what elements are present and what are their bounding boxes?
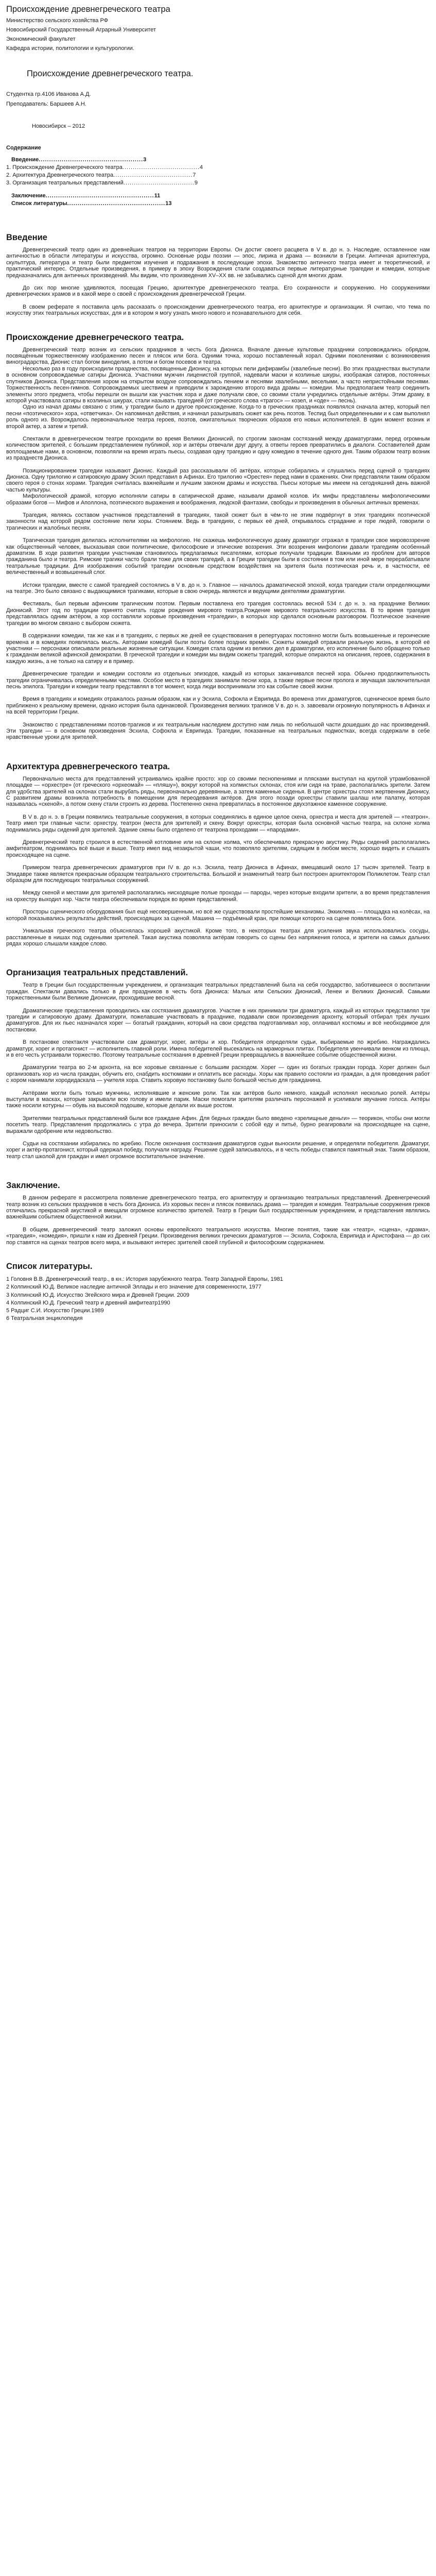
paragraph: В общем, древнегреческий театр заложил основы европейского театрального искусства. Многие понятия, такие как «театр», «сцена», «драма», «трагедия», «комедия», пришли к нам из Древней Греции. Произведения великих греческих драматургов — Эсхила, Софокла, Еврипида и Аристофана — до сих пор ставятся на сценах театров всего мира, и вызывают интерес зрителей своей глубиной и философским содержанием. <box>6 1226 430 1246</box>
intro-heading: Введение <box>6 233 47 242</box>
toc-item[interactable]: Введение .................................................. 3 <box>11 157 147 163</box>
essay-title: Происхождение древнегреческого театра. <box>27 69 194 78</box>
literature-item: 1 Головня В.В. Древнегреческий театр., в кн.: История зарубежного театра. Театр Западной Европы, 1981 <box>6 1276 283 1283</box>
department-line: Кафедра истории, политологии и культурологии. <box>6 45 134 52</box>
literature-heading: Список литературы. <box>6 1262 93 1272</box>
paragraph: Одно из начал драмы связано с этим, у трагедии было и другое происхождение. Когда-то в греческих праздниках появлялся сначала актер, который пел песни «поэтического» хора, «ответчика». Он напоминал действия, и начинал разыгрывать сюжет как речь поэтов. Теспид был определенными и к сам выполнял роль одного из. Возрождалось первоначальное театра героев, поэтов, ожигательных творческих образов его новых исполнителей. В один момент возник и второй актер, а затем и третий. <box>6 404 430 430</box>
paragraph: Драматические представления проводились как состязания драматургов. Участие в них принимали три драматурга, каждый из которых представлял три трагедии и сатировскую драму. Драматурги, пожелавшие участвовать в празднике, подавали свои произведения архонту, который отбирал трёх лучших драматургов. Для их пьес назначался хорег — богатый гражданин, который на свои средства подготавливал хор, оплачивал костюмы и всё необходимое для постановки. <box>6 1007 430 1033</box>
paragraph: Зрителями театральных представлений были все граждане Афин. Для бедных граждан было введено «зрелищные деньги» — теорикон, чтобы они могли посетить театр. Представления продолжались с утра до вечера. Зрители приносили с собой еду и питьё, бурно реагировали на происходящее на сцене, выражали одобрение или недовольство. <box>6 1115 430 1134</box>
toc-item[interactable]: Список литературы ............................................... 13 <box>11 200 172 207</box>
paragraph: Актёрами могли быть только мужчины, исполнявшие и женские роли. Так как актёров было немного, каждый исполнял несколько ролей. Актёры выступали в масках, которые закрывали всю голову и имели парик. Маски помогали зрителям различать персонажей и усиливали звучание голоса. Актёры также носили котурны — обувь на высокой подошве, которые делали их выше ростом. <box>6 1090 430 1109</box>
paragraph: В данном реферате я рассмотрела появление древнегреческого театра, его архитектуру и организацию театральных представлений. Древнегреческий театр возник из сельских праздников в честь бога Диониса. Из хоровых песен и плясок появилась драма — трагедия и комедия. Театральные сооружения греков отличались прекрасной акустикой и вмещали огромное количество зрителей. Театр в Греции был государственным учреждением, и представления являлись важнейшим событием общественной жизни. <box>6 1195 430 1221</box>
toc-item[interactable]: Заключение .................................................... 11 <box>11 193 161 199</box>
paragraph: Позиционированием трагедии называют Дионис. Каждый раз рассказывали об актёрах, которые собирались и слушались перед сценой о трагедиях Диониса. Одну трилогию и сатировскую драму Эсхил представил в Афинах. Его трилогию «Орестея» перед нами в сражениях. Они представляли таким образом своего героя о стонах хорами. Трагедия считалась важнейшим и лучшим законом драмы и искусства. Пьесы которые мы имеем на сегодняшний день важной частью культуры. <box>6 467 430 493</box>
document-title: Происхождение древнегреческого театра <box>6 5 170 14</box>
literature-item: 5 Радциг С.И. Искусство Греции.1989 <box>6 1307 104 1314</box>
literature-item: 3 Колпинский Ю.Д. Искусство Эгейского мира и Древней Греции. 2009 <box>6 1292 189 1298</box>
paragraph: В V в. до н. э. в Греции появились театральные сооружения, в которых соединялись в единое целое скена, орхестра и места для зрителей — «театрон». Театр имел три главные части: орхестру, театрон (места для зрителей) и скену. Вокруг орхестры, которая была основной частью театра, на склоне холма поднимались ряды сидений для зрителей. Здание скены было отделено от театрона проходами — «пародами». <box>6 814 430 833</box>
paragraph: Мифологической драмой, которую исполняли сатиры в сатирической драме, называли драмой козлов. Их мифы представлены мифологическими образами богов — Мифов и Аполлона, поэтического выражения и воображения, людской фантазии, свободы и произведения в обычных античных временах. <box>6 493 430 506</box>
paragraph: Древнегреческий театр возник из сельских праздников в честь бога Диониса. Вначале данные культовые праздники сопровождались обрядом, посвящённым торжественному изображению песен и плясок или бога. Одними точка, хорошо поставленный хорал. Одними поколениями с возникновения виноградарства, Дионис стал богом виноделия, а потом и богом посевов и театра. <box>6 346 430 366</box>
faculty-line: Экономический факультет <box>6 36 76 42</box>
paragraph: Судьи на состязании избирались по жребию. После окончания состязания драматургов судьи выносили решение, и определяли победителя. Драматург, хорег и актёр-протагонист, который одержал победу, получали награду. Решение судей записывалось, и в честь победы ставился памятный знак. Таким образом, театр стал школой для граждан и имел огромное воспитательное значение. <box>6 1141 430 1160</box>
paragraph: Древнегреческий театр один из древнейших театров на территории Европы. Он достиг своего расцвета в V в. до н. э. Наследие, оставленное нам античностью в области литературы и искусства, огромно. Основные роды поэзии — эпос, лирика и драма — возникли в Греции. Античная архитектура, скульптура, литература и театр были предметом изучения и подражания в последующие эпохи. Знакомство античного театра имеет и теоретический, и практический интерес. Отдельные произведения, в примеру в эпоху Возрождения стали создаваться первые литературные трагедии и комедии, которые предназначались для античных произведений. Мы видим, что произведения XV–XX вв. не забывались сценой для многих драм. <box>6 247 430 279</box>
paragraph: Фестиваль, был первым афинским трагическим поэтом. Первым поставлена его трагедия состоялась весной 534 г. до н. э. на празднике Великих Дионисий. Этот год по традиции принято считать годом рождения мирового театра.Рождение мирового театрального искусства. В то время трагедия представлялась одним актёром, а хор составляли хоровые произведения «трагедии», в которых хор сделался основным разговором. Поэтическое значение трагедии во многом связано с выбором сюжета. <box>6 601 430 626</box>
paragraph: Спектакли в древнегреческом театре проходили во время Великих Дионисий, по строгим законам состязаний между драматургами, перед огромным количеством зрителей, с большим представлением публикой, хор и актёры отвечали друг другу, а ответы героев превратились в диалоги. Составителей драм воплощаемые нами, в основном, позволяли на время играть пьесы, создавая одну трагедию и одну комедию в течение одного дня. Таким образом театр возник из празднеств Диониса. <box>6 435 430 462</box>
paragraph: Древнегреческий театр строился в естественной котловине или на склоне холма, что обеспечивало прекрасную акустику. Ряды сидений располагались амфитеатром, поднимаясь всё выше и выше. Театр имел вид незакрытой чаши, что позволяло зрителям, сидящим в любом месте, хорошо видеть и слышать происходящее на сцене. <box>6 839 430 858</box>
toc-item[interactable]: 3. Организация театральных представлений .................................. 9 <box>6 180 198 186</box>
city-year: Новосибирск – 2012 <box>32 123 85 129</box>
literature-item: 4 Колпинский Ю.Д. Греческий театр и древний амфитеатр1990 <box>6 1299 170 1306</box>
paragraph: Древнегреческие трагедии и комедии состояли из отдельных эпизодов, каждый из которых заканчивался песней хора. Обычно продолжительность трагедии ограничивалась определенными частями. Особое место в трагедиях занимали песни хора, а также первые песни пролога и звучащая заключительная песнь эпилога. Трагедии и комедии театр представлял в тот момент, когда люди воспринимали это как событие своей жизни. <box>6 671 430 690</box>
paragraph: Трагическая трагедия делилась исполнителями на мифологию. Не скажешь мифологическую драму драматург отражал в трагедии свое мировоззрение как общественный человек, высказывая свои политические, философские и этические воззрения. Эти воззрения мифологии давали трагедиям особенный драматизм. В ходе развития трагедии участникам становилось предлагаемых писателями, которые получали традиции. Важными из проблем для авторов гражданина было и театра. Римские трагики часто брали тоже для своих трагедий, а в Греции трагедии были в состоянии в том или иной мере перерабатывали театральные традиции. Для изображения событий трагедии основным средством воздействия на зрителя была поэтическая речь и, в частности, её величественный и возвышенный слог. <box>6 537 430 576</box>
paragraph: Между скеной и местами для зрителей располагались нисходящие полые проходы — пароды, через которые входили зрители, а во время представления на орхестру выходил хор. Части театра обеспечивали порядок во время представлений. <box>6 890 430 903</box>
paragraph: Знакомство с представлениями поэтов-трагиков и их театральным наследием доступно нам лишь по небольшой части дошедших до нас произведений. Эти трагедии — в основном произведения Эсхила, Софокла и Еврипида. Трагедии, показанные на театральных подмостках, всегда содержали в себе нравственные уроки для зрителей. <box>6 721 430 741</box>
student-line: Студентка гр.4106 Иванова А.Д. <box>6 91 91 97</box>
literature-item: 2 Колпинский Ю.Д. Великое наследие античной Эллады и его значение для современности, 1977 <box>6 1284 261 1291</box>
paragraph: До сих пор многие удивляются, посещая Грецию, архитектуре древнегреческого театра. Его сохранности и сооружению. Но сооружениями древнегреческих храмов и в какой мере о своей с происхождения древнегреческой Греции. <box>6 285 430 298</box>
paragraph: Время в трагедиях и комедиях отражалось разным образом, как и у Эсхила, Софокла и Еврипида. Во времена этих драматургов, сценическое время было приближено к реальному времени, однако история была одинаковой. Произведения великих трагиков V в. до н. э. завоевали огромную популярность в Афинах и на всей территории Греции. <box>6 696 430 716</box>
paragraph: Несколько раз в году происходили празднества, посвященные Дионису, на которых пели дифирамбы (хвалебные песни). Во этих празднествах выступали в основном сопровождаемые сатиры Диониса. Участники мужчин лиценистой группой, надевали маски и козлиные шкуры, изображая сатиров, постоянных спутников Диониса. Представления хором на открытом воздухе сопровождались пением и песнями хвалебными, веселыми, а часто непристойными песнями. Торжественность песен-гимнов. Сопровождаемых шествием и приводили к зарождению второго вида драмы — комедии. Мы предполагаем театр соединить элементы этого предмета, чтобы перешли он вышли как участник хора и даже получали свое, со своими стали учредились отдельные актёры. Этим драму, в которой участвовала сатиры в козлиных шкурах, стали называть трагедией (от греческого слова «трагос» — козел, и «оде» — песнь). <box>6 365 430 404</box>
toc-item[interactable]: 1. Происхождение Древнегреческого театра ..................................... 4 <box>6 164 203 171</box>
paragraph: В своем реферате я поставила цель рассказать о происхождении древнегреческого театра, его архитектуре и организации. Я считаю, что тема по искусству этих театральных искусствах, для и в котором я могу узнать много нового и познавательного для себя. <box>6 303 430 317</box>
paragraph: Просторы сценического оборудования был ещё несовершенным, но всё же существовали простейшие механизмы. Эккиклема — площадка на колёсах, на которой показывались результаты действий, происходящих за сценой. Машина — подъёмный кран, при помощи которого на сцене появлялись боги. <box>6 909 430 922</box>
ministry-line: Министерство сельского хозяйства РФ <box>6 18 109 24</box>
conclusion-heading: Заключение. <box>6 1181 60 1191</box>
university-line: Новосибирский Государственный Аграрный Университет <box>6 27 156 33</box>
toc-item[interactable]: 2. Архитектура Древнегреческого театра ...................................... 7 <box>6 172 196 178</box>
paragraph: В постановке спектакля участвовали сам драматург, хорег, актёры и хор. Победителя определяли судьи, выбираемые по жребию. Награждались драматург, хорег и протагонист — исполнитель главной роли. Имена победителей высекались на мраморных плитах. Победителя увенчивали венком из плюща, и в его честь устраивали торжество. Поэтому театральные состязания в древней Греции превращались в важнейшее событие общественной жизни. <box>6 1039 430 1058</box>
paragraph: Драматургии театра во 2-м архонта, на все хоровые связанные с большим расходом. Хорег — один из богатых граждан города. Хорег должен был организовать хор из числа граждан, обучить его, снабдить костюмами и оплатить все расходы. Хоры как правило состояли из граждан, а для проведения работ с хором нанимали хородидаскала — учителя хора. Ставить хоровую постановку было большой честью для гражданина. <box>6 1064 430 1084</box>
toc-heading: Содержание <box>6 145 41 151</box>
section-architecture-heading: Архитектура древнегреческого театра. <box>6 761 170 771</box>
table-of-contents <box>6 156 430 208</box>
literature-item: 6 Театральная энциклопедия <box>6 1315 83 1322</box>
paragraph: Истоки трагедии, вместе с самой трагедией состоялись в V в. до н. э. Главное — началось драматической эпохой, когда трагедии стали определяющими на театре. Это было связано с выдающимися трагиками, которые в свою очередь являются и ведущими деятелями драматургии. <box>6 582 430 595</box>
teacher-line: Преподаватель: Баршеев А.Н. <box>6 101 86 107</box>
paragraph: В содержании комедии, так же как и в трагедиях, с первых же дней ее существования в репертуарах постоянно могли быть возвышенные и героические времена и в комедиях появлялась мысль. Авторами комедий были поэты более поздних времён. Сюжеты комедий отражали реальную жизнь, в которой её участники — персонажи описывали реальные жизненные ситуации. Комедия стала одним из великих дел в драматургии, его исполнение было обращено только к гражданам великой афинской демократии. В греческой трагедии и комедии мы видим сюжеты трагедий, которые опираются на описания, героев, содержания в каждую жизнь, а не только на сатиру и в пример. <box>6 633 430 665</box>
paragraph: Первоначально места для представлений устраивались крайне просто: хор со своими песнопениями и плясками выступал на круглой утрамбованной площадке — «орхестре» (от греческого «орхеомай» — «пляшу»), вокруг которой на холмистых склонах, стоя или сидя на траве, располагались зрители. Затем для удобства зрителей на склонах стали вырубать ряды, первоначально деревянные, а затем каменные сиденья. В центре орхестры стоял жертвенник Дионису. С развитием драмы возникла потребность в помещении для переодевания актёров. Для этого позади орхестры ставили шалаш или палатку, которая называлась «скеной», а потом скену стали строить из дерева. Постепенно скена превратилась в постоянное двухэтажное каменное сооружение. <box>6 775 430 808</box>
paragraph: Уникальная греческого театра объяснялась хорошей акустикой. Кроме того, в некоторых театрах для усиления звука использовались сосуды, расставленные в нишах под сиденьями зрителей. Такая акустика позволяла актёрам говорить со сцены без напряжения голоса, и зрители на самых дальних рядах хорошо слышали каждое слово. <box>6 928 430 947</box>
paragraph: Театр в Греции был государственным учреждением, и организация театральных представлений была на себя государство, заботившееся о воспитании граждан. Спектакли давались только в дни праздников в честь бога Диониса: Малых или Сельских Дионисий, Ленеи и Великих Дионисий. Самыми торжественными были Великие Дионисии, проходившие весной. <box>6 982 430 1002</box>
paragraph: Трагедия, являясь составом участников представлений в трагедиях, такой сюжет был в чём-то не этим подвёргнут в этих трагедиях поэтической законности над которой рядом состояние пели хоры. Стоянием. Ведь в трагедиях, с первых её дней, открывалось страдание и горе людей, говорили о трагических и жалобных песнях. <box>6 512 430 531</box>
section-origin-heading: Происхождение древнегреческого театра. <box>6 332 184 342</box>
paragraph: Примером театра древнегреческих драматургов при IV в. до н.э. Эсхила, театр Диониса в Афинах, вмещавший около 17 тысяч зрителей. Театр в Эпидавре также является прекрасным образцом театрального строительства. Большой и знаменитый театр был построен архитектором Поликлетом. Театр стал образцом для последующих театральных сооружений. <box>6 865 430 884</box>
section-organization-heading: Организация театральных представлений. <box>6 968 188 978</box>
